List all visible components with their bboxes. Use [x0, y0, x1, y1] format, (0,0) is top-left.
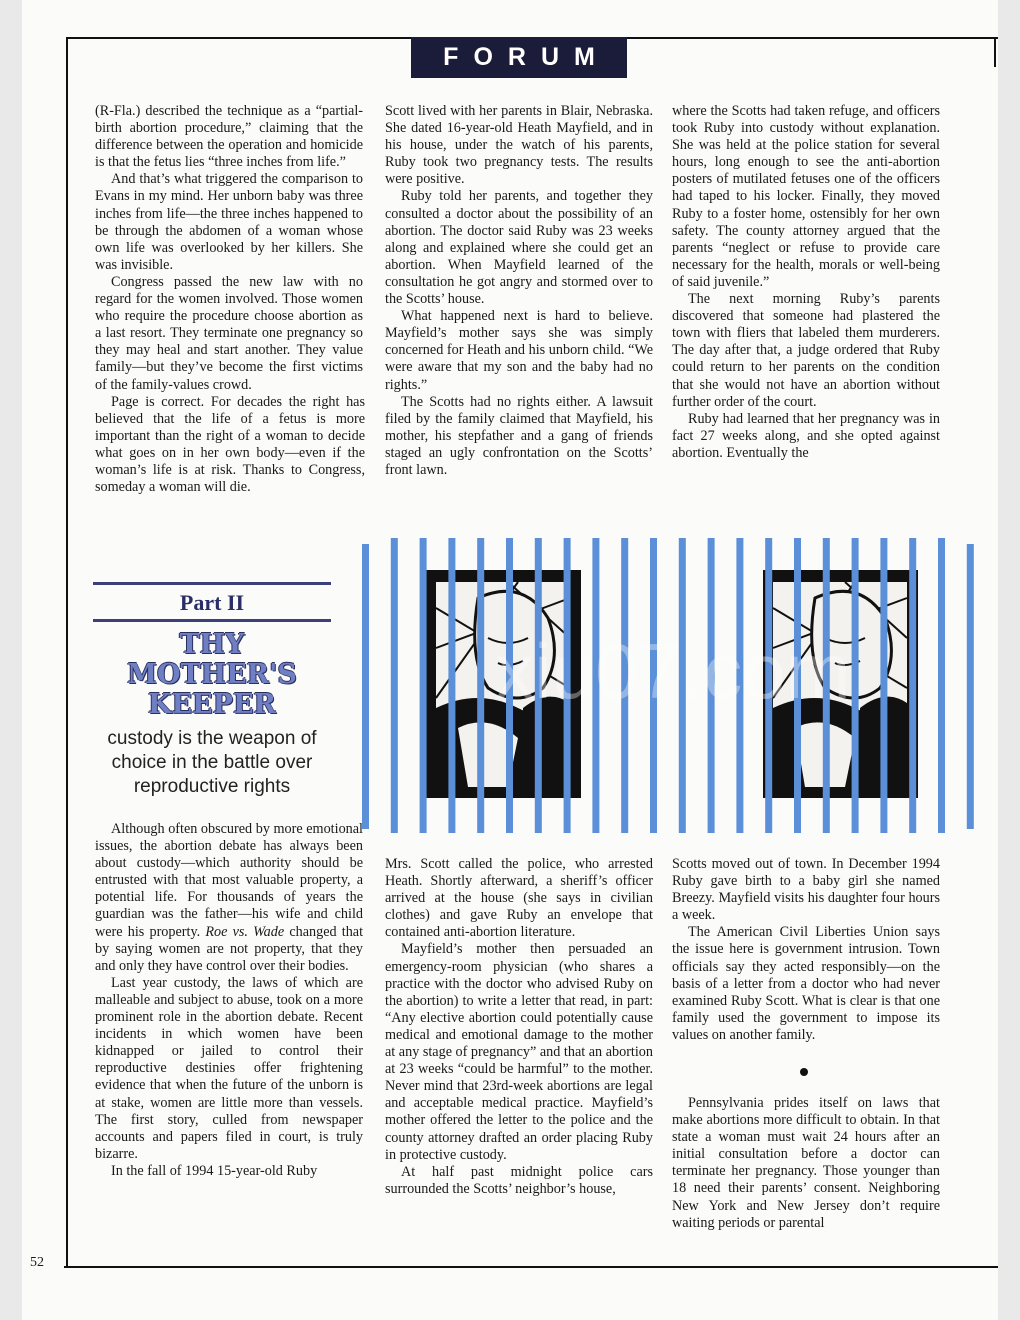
paragraph: Scotts moved out of town. In December 1994 Ruby gave birth to a baby girl she named Breezy. Mayfield visits his daughter four hours a week. [672, 856, 940, 924]
column-1-bottom [95, 821, 363, 1180]
deck: custody is the weapon of choice in the battle over reproductive rights [107, 728, 317, 797]
column-2-bottom [385, 856, 653, 1198]
paragraph: At half past midnight police cars surrounded the Scotts’ neighbor’s house, [385, 1163, 653, 1197]
bar [938, 538, 945, 833]
section-break-dot [800, 1068, 808, 1076]
page-number: 52 [30, 1255, 44, 1270]
column-1-top [95, 103, 363, 496]
case-name: Roe vs. Wade [205, 923, 285, 940]
column-3-bottom-continued [672, 1095, 940, 1232]
paragraph: Page is correct. For decades the right has believed that the life of a fetus is more important than the right of a woman to decide what goes on in her own body—even if the woman’s life is at risk. Thanks to Congress, someday a woman will die. [95, 393, 365, 496]
paragraph: Scott lived with her parents in Blair, Nebraska. She dated 16-year-old Heath Mayfield, and in his house, under the watch of his parents, Ruby took two pregnancy tests. The results were positive. [385, 103, 653, 188]
bar [362, 544, 369, 829]
paragraph: The American Civil Liberties Union says the issue here is government intrusion. Town officials say they acted responsibly—on the basis of a letter from a doctor who had never examined Ruby Scott. What is clear is that one family used the government to impose its values on another family. [672, 924, 940, 1043]
headline-line: MOTHER'S [127, 659, 297, 690]
paragraph: (R-Fla.) described the technique as a “partial-birth abortion procedure,” claiming that the difference between the operation and homicide is that the fetus lies “three inches from life.” [95, 103, 363, 171]
paragraph: Mayfield’s mother then persuaded an emergency-room physician (who shares a practice with the doctor who advised Ruby on the abortion) to write a letter that read, in part: “Any elective abortion could potentially cause medical and emotional damage to the mother at any stage of pregnancy” and that an abortion at 23 weeks “could be harmful” to the mother. Never mind that 23rd-week abortions are legal and acceptable medical practice. Mayfield’s mother offered the letter to the police and the county attorney drafted an order placing Ruby in protective custody. [385, 941, 653, 1163]
bar [880, 538, 887, 833]
bar [909, 538, 916, 833]
right-rule [994, 37, 996, 67]
bar [420, 538, 427, 833]
paragraph: Mrs. Scott called the police, who arrested Heath. Shortly afterward, a sheriff’s officer arrived at the house (she says in civilian clothes) and gave Ruby an envelope that contained anti-abortion literature. [385, 856, 653, 941]
bar [477, 538, 484, 833]
paragraph: Ruby told her parents, and together they consulted a doctor about the possibility of an abortion. The doctor said Ruby was 23 weeks along and explained where she could get an abortion. When Mayfield learned of the consultation he got angry and stormed over to the Scotts’ house. [385, 188, 653, 308]
paragraph: Pennsylvania prides itself on laws that make abortions more difficult to obtain. In that state a woman must wait 24 hours after an initial consultation before a doctor can terminate her pregnancy. Those younger than 18 need their parents’ consent. Neighboring New York and New Jersey don’t require waiting periods or parental [672, 1095, 940, 1231]
bottom-rule [64, 1266, 998, 1268]
paragraph: Last year custody, the laws of which are malleable and subject to abuse, took on a more prominent role in the abortion debate. Recent incidents in which women have been kidnapped or jailed to control their reproductive destinies offer frightening evidence that when the future of the unborn is at stake, women are little more than vessels. The first story, culled from newspaper accounts and papers filed in court, is truly bizarre. [95, 974, 363, 1162]
paragraph-text: changed that by saying women are not property, that they and only they have control over their bodies. [95, 923, 364, 974]
paragraph: In the fall of 1994 15-year-old Ruby [111, 1162, 318, 1179]
bar [967, 544, 974, 829]
part-label: Part II [179, 590, 245, 615]
part-rule-top [93, 582, 331, 585]
paragraph: The next morning Ruby’s parents discovered that someone had plastered the town with fliers that labeled them murderers. The day after that, a judge ordered that Ruby could return to her parents on the condition that she would not have an abortion without further order of the court. [672, 291, 940, 410]
part-rule-bottom [93, 619, 331, 622]
paragraph: The Scotts had no rights either. A lawsuit filed by the family claimed that Mayfield, his mother, his stepfather and a gang of friends staged an ugly confrontation on the Scotts’ front lawn. [385, 393, 653, 478]
watermark: xiu07.com [495, 627, 851, 715]
column-3-bottom [672, 856, 940, 1044]
paragraph: What happened next is hard to believe. Mayfield’s mother says she was simply concerned for Heath and his unborn child. “We were aware that my son and the baby had no rights.” [385, 308, 653, 393]
column-3-top [672, 103, 940, 462]
left-rule [66, 37, 68, 1267]
paragraph-text: Although often obscured by more emotional issues, the abortion debate has always been about custody—which authority should be entrusted with that most valuable property, a potential life. For thousands of years the guardian was the father—his wife and child were his property. [95, 821, 363, 940]
paragraph: where the Scotts had taken refuge, and officers took Ruby into custody without explanation. She was held at the police station for several hours, long enough to see the anti-abortion posters of mutilated fetuses one of the officers had taped to his locker. Finally, they moved Ruby to a foster home, ostensibly for her own safety. The county attorney argued that the parents “neglect or refuse to provide care necessary for the health, morals or well-being of said juvenile.” [672, 103, 940, 290]
headline-line: THY [179, 629, 245, 660]
paragraph: Congress passed the new law with no regard for the women involved. Those women who require the procedure choose abortion as a last resort. They terminate one pregnancy so they may heal and start another. They value family—but they’ve become the first victims of the family-values crowd. [95, 273, 363, 393]
paragraph: And that’s what triggered the comparison to Evans in my mind. Her unborn baby was three inches from life—the three inches happened to be through the abdomen of a woman whose own life was overlooked by her killers. She was invisible. [95, 171, 363, 273]
section-label: FORUM [411, 37, 627, 78]
paragraph: Ruby had learned that her pregnancy was in fact 27 weeks along, and she opted against abortion. Eventually the [672, 410, 940, 461]
paragraph [95, 821, 363, 975]
headline-line: KEEPER [148, 689, 276, 720]
bar [391, 538, 398, 833]
headline [93, 630, 331, 720]
bar [448, 538, 455, 833]
column-2-top [385, 103, 653, 479]
bar [852, 538, 859, 833]
illustration [358, 538, 988, 833]
